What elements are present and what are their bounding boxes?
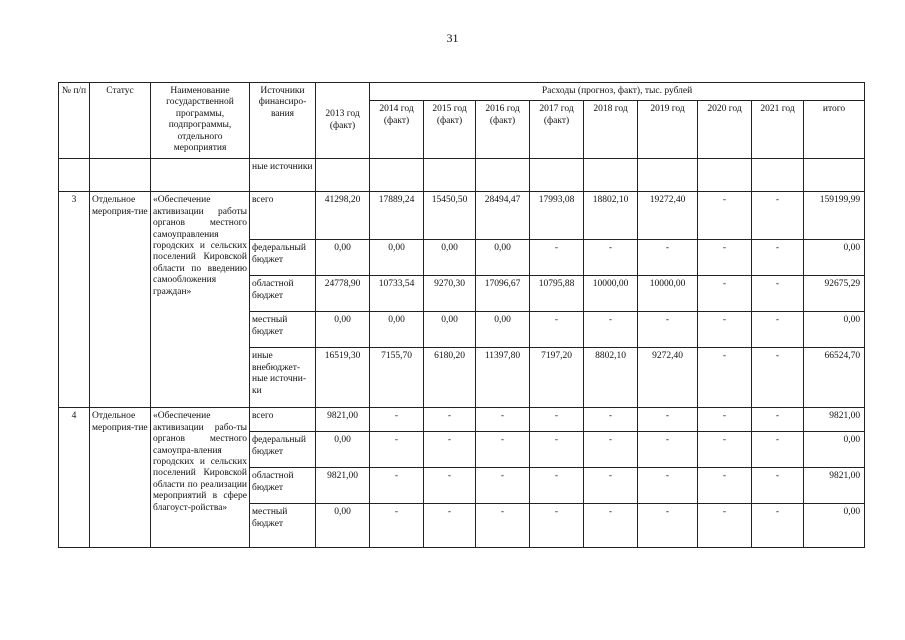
value-cell: - [370, 468, 424, 504]
header-year: 2017 год (факт) [530, 101, 584, 159]
value-cell: - [752, 468, 804, 504]
value-cell: 0,00 [316, 240, 370, 276]
value-cell: - [584, 408, 638, 432]
value-cell: - [752, 192, 804, 240]
value-cell: 0,00 [476, 240, 530, 276]
value-cell: - [530, 432, 584, 468]
item-num: 3 [59, 192, 90, 408]
value-cell: 0,00 [804, 432, 865, 468]
value-cell: 16519,30 [316, 348, 370, 408]
value-cell: 0,00 [804, 240, 865, 276]
value-cell: 9821,00 [316, 408, 370, 432]
value-cell: - [424, 432, 476, 468]
header-year: итого [804, 101, 865, 159]
value-cell: 18802,10 [584, 192, 638, 240]
value-cell: 10733,54 [370, 276, 424, 312]
value-cell: - [752, 432, 804, 468]
value-cell: 0,00 [316, 432, 370, 468]
value-cell: 0,00 [476, 312, 530, 348]
value-cell: - [530, 240, 584, 276]
value-cell: 0,00 [804, 312, 865, 348]
continued-row [59, 159, 865, 192]
value-cell: - [698, 432, 752, 468]
funding-source: областной бюджет [250, 276, 316, 312]
header-year: 2020 год [698, 101, 752, 159]
header-year: 2015 год (факт) [424, 101, 476, 159]
value-cell: 7155,70 [370, 348, 424, 408]
value-cell: - [476, 504, 530, 548]
value-cell: 17096,67 [476, 276, 530, 312]
value-cell: 8802,10 [584, 348, 638, 408]
header-year: 2018 год [584, 101, 638, 159]
value-cell: - [752, 504, 804, 548]
item-name: «Обеспечение активизации работы органов местного самоуправления городских и сельских поселений Кировской области по введению самообложения граждан» [151, 192, 250, 408]
table-row [59, 192, 865, 240]
value-cell: 10000,00 [584, 276, 638, 312]
value-cell: - [638, 312, 698, 348]
value-cell: - [698, 276, 752, 312]
header-row-1 [59, 83, 865, 101]
header-year: 2019 год [638, 101, 698, 159]
value-cell: 0,00 [424, 240, 476, 276]
value-cell: - [752, 240, 804, 276]
value-cell: 9272,40 [638, 348, 698, 408]
budget-table [58, 82, 865, 548]
value-cell: - [424, 468, 476, 504]
value-cell: - [370, 408, 424, 432]
value-cell: - [530, 312, 584, 348]
value-cell: 41298,20 [316, 192, 370, 240]
value-cell: - [424, 504, 476, 548]
item-name: «Обеспечение активизации рабо-ты органов местного самоупра-вления городских и сельских поселений Кировской области по реализации мероприятий в сфере благоуст-ройства» [151, 408, 250, 548]
value-cell: 17889,24 [370, 192, 424, 240]
funding-source: областной бюджет [250, 468, 316, 504]
value-cell: 10000,00 [638, 276, 698, 312]
value-cell: - [698, 192, 752, 240]
value-cell: - [752, 348, 804, 408]
funding-source: иные внебюджет-ные источни-ки [250, 348, 316, 408]
value-cell: - [752, 312, 804, 348]
value-cell: - [476, 468, 530, 504]
value-cell: - [752, 276, 804, 312]
header-name: Наименование государственной программы, подпрограммы, отдельного мероприятия [151, 83, 250, 159]
value-cell: 19272,40 [638, 192, 698, 240]
value-cell: - [698, 408, 752, 432]
value-cell: - [698, 312, 752, 348]
item-num: 4 [59, 408, 90, 548]
value-cell: 9821,00 [316, 468, 370, 504]
value-cell: 0,00 [424, 312, 476, 348]
value-cell: 0,00 [316, 312, 370, 348]
value-cell: 0,00 [370, 312, 424, 348]
value-cell: - [530, 504, 584, 548]
value-cell: - [698, 504, 752, 548]
value-cell: - [638, 432, 698, 468]
value-cell: - [584, 312, 638, 348]
value-cell: - [638, 408, 698, 432]
value-cell: - [370, 432, 424, 468]
value-cell: - [584, 432, 638, 468]
value-cell: 24778,90 [316, 276, 370, 312]
value-cell: - [476, 432, 530, 468]
funding-source: всего [250, 408, 316, 432]
header-expenses: Расходы (прогноз, факт), тыс. рублей [370, 83, 865, 101]
value-cell: - [584, 240, 638, 276]
value-cell: - [584, 504, 638, 548]
value-cell: 0,00 [370, 240, 424, 276]
value-cell: 0,00 [316, 504, 370, 548]
header-year: 2021 год [752, 101, 804, 159]
value-cell: 9821,00 [804, 408, 865, 432]
funding-source: федеральный бюджет [250, 240, 316, 276]
header-year: 2013 год (факт) [316, 83, 370, 159]
value-cell: - [370, 504, 424, 548]
value-cell: - [476, 408, 530, 432]
value-cell: 7197,20 [530, 348, 584, 408]
funding-source: всего [250, 192, 316, 240]
value-cell: 10795,88 [530, 276, 584, 312]
funding-source: местный бюджет [250, 504, 316, 548]
value-cell: - [530, 468, 584, 504]
value-cell: 9270,30 [424, 276, 476, 312]
item-status: Отдельное мероприя-тие [90, 408, 151, 548]
header-sources: Источники финансиро-вания [250, 83, 316, 159]
value-cell: - [698, 468, 752, 504]
value-cell: 11397,80 [476, 348, 530, 408]
value-cell: 9821,00 [804, 468, 865, 504]
continued-source: ные источники [250, 159, 316, 192]
page-number: 31 [446, 31, 459, 45]
value-cell: - [530, 408, 584, 432]
header-status: Статус [90, 83, 151, 159]
value-cell: 28494,47 [476, 192, 530, 240]
value-cell: 0,00 [804, 504, 865, 548]
value-cell: - [752, 408, 804, 432]
value-cell: 66524,70 [804, 348, 865, 408]
funding-source: федеральный бюджет [250, 432, 316, 468]
item-status: Отдельное мероприя-тие [90, 192, 151, 408]
value-cell: 17993,08 [530, 192, 584, 240]
value-cell: 6180,20 [424, 348, 476, 408]
header-year: 2014 год (факт) [370, 101, 424, 159]
value-cell: - [698, 240, 752, 276]
value-cell: - [698, 348, 752, 408]
value-cell: 15450,50 [424, 192, 476, 240]
header-num: № п/п [59, 83, 90, 159]
value-cell: - [424, 408, 476, 432]
value-cell: - [638, 240, 698, 276]
table-row [59, 408, 865, 432]
header-year: 2016 год (факт) [476, 101, 530, 159]
value-cell: 92675,29 [804, 276, 865, 312]
funding-source: местный бюджет [250, 312, 316, 348]
value-cell: - [638, 468, 698, 504]
value-cell: - [584, 468, 638, 504]
value-cell: 159199,99 [804, 192, 865, 240]
value-cell: - [638, 504, 698, 548]
